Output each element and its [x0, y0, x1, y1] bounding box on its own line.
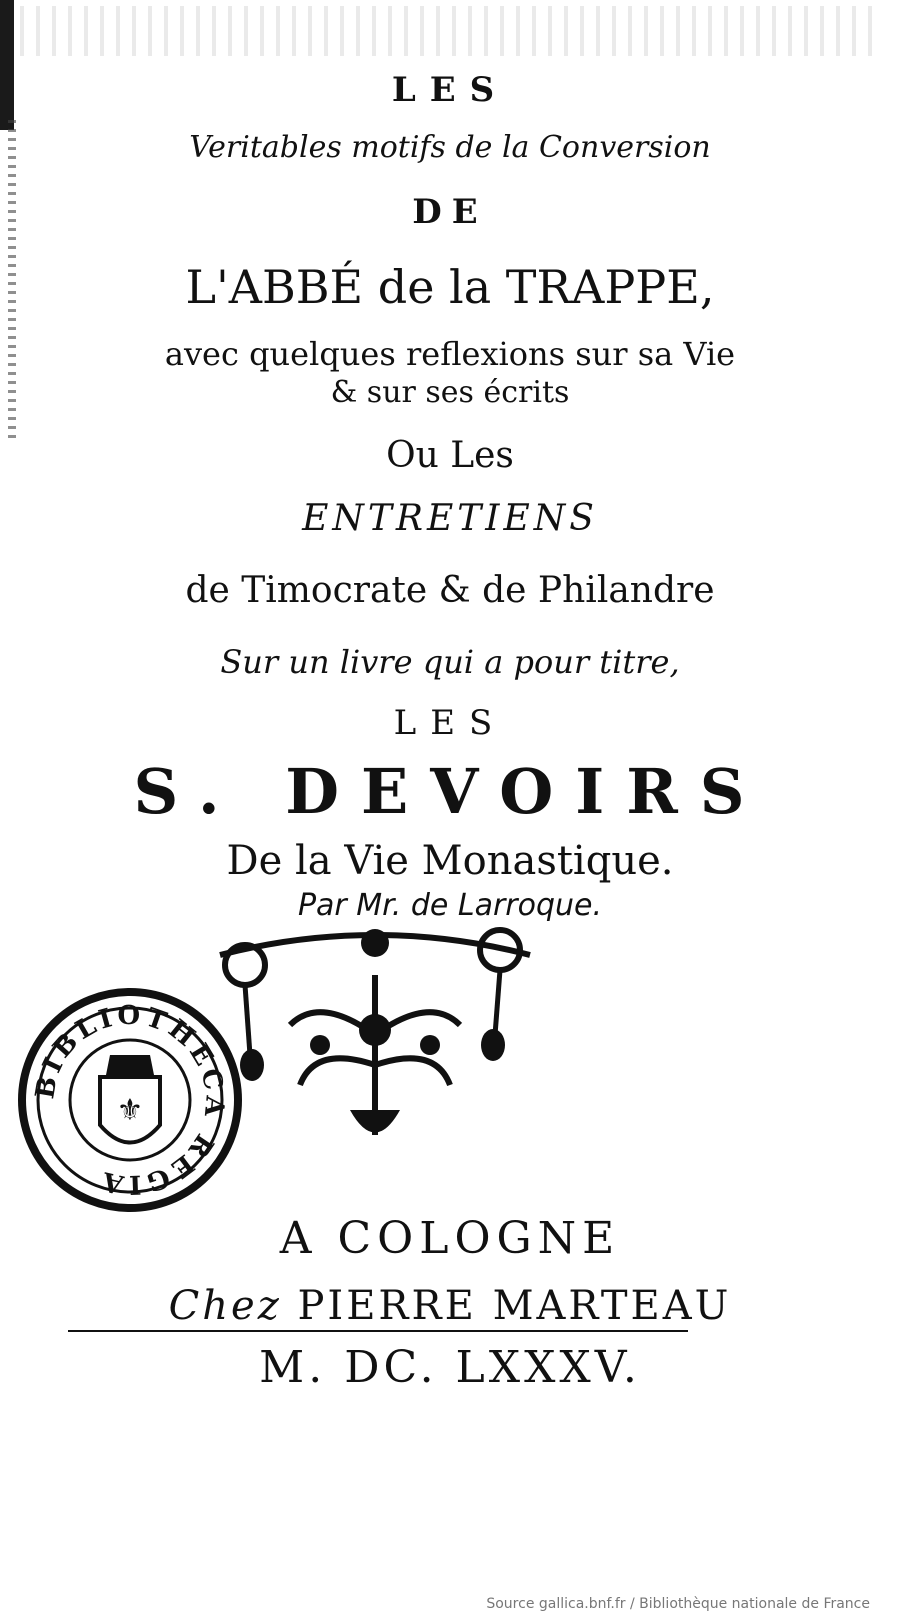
- imprint-publisher: [0, 1283, 900, 1329]
- imprint-rule: [68, 1330, 688, 1332]
- svg-text:⚜: ⚜: [116, 1093, 144, 1128]
- top-edge-speckle: [20, 6, 880, 56]
- printers-ornament: [200, 915, 550, 1165]
- title-les-2: LES: [393, 703, 507, 743]
- handwritten-attribution: Par Mr. de Larroque.: [297, 888, 603, 923]
- stamp-text: BIBLIOTHECA REGIA: [30, 1000, 230, 1200]
- title-saints-devoirs: S. DEVOIRS: [133, 755, 767, 828]
- source-credit: Source gallica.bnf.fr / Bibliothèque nationale de France: [486, 1596, 870, 1612]
- imprint-year: M. DC. LXXXV.: [259, 1342, 641, 1393]
- imprint-place: A COLOGNE: [279, 1213, 621, 1264]
- title-entretiens: ENTRETIENS: [302, 498, 598, 539]
- publisher-name: PIERRE MARTEAU: [297, 1283, 732, 1329]
- title-les: LES: [391, 70, 509, 110]
- subtitle-reflexions: avec quelques reflexions sur sa Vie: [164, 335, 736, 373]
- title-de: DE: [412, 192, 488, 232]
- title-sur-un-livre: Sur un livre qui a pour titre,: [220, 643, 680, 681]
- subtitle-ecrits: & sur ses écrits: [330, 375, 570, 410]
- title-vie-monastique: De la Vie Monastique.: [226, 838, 674, 884]
- title-timocrate-philandre: de Timocrate & de Philandre: [185, 570, 715, 611]
- title-abbe-trappe: L'ABBÉ de la TRAPPE,: [185, 260, 715, 314]
- binding-edge: [0, 0, 14, 130]
- publisher-prefix: Chez: [168, 1283, 282, 1329]
- title-veritables-motifs: Veritables motifs de la Conversion: [189, 130, 711, 165]
- title-ou-les: Ou Les: [386, 435, 514, 476]
